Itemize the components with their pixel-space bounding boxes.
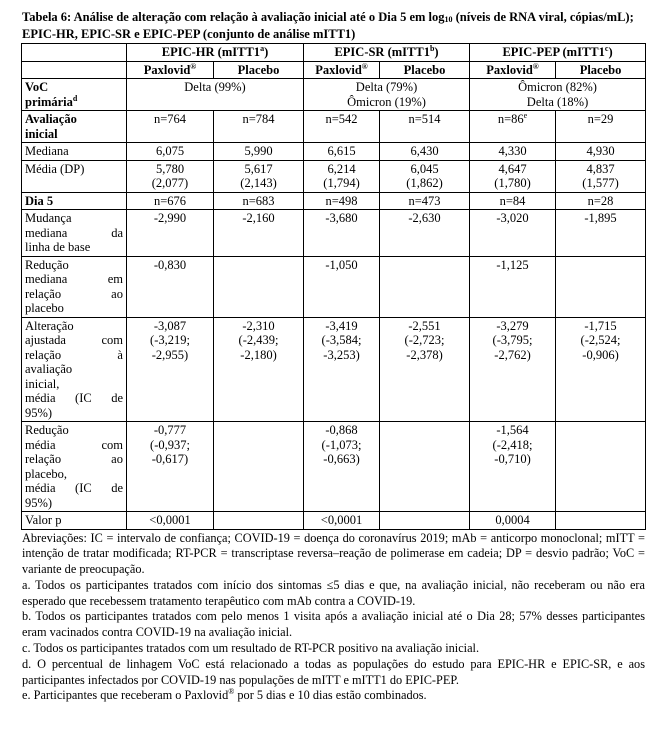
- study-header-pep: EPIC-PEP (mITT1$^c$): [470, 44, 646, 62]
- voc-hr: Delta (99%): [127, 79, 304, 111]
- mean-value: 5,780 (2,077): [127, 160, 214, 192]
- median-value: 4,930: [556, 143, 646, 161]
- median-change-value: -3,680: [304, 210, 380, 257]
- adjusted-change-value: -3,279 (-3,795; -2,762): [470, 317, 556, 422]
- median-reduction-value: -1,125: [470, 256, 556, 317]
- empty-cell: [380, 422, 470, 512]
- arm-header-placebo: Placebo: [214, 61, 304, 79]
- study-header-row: [22, 44, 646, 62]
- arm-header-paxlovid: Paxlovid®: [127, 61, 214, 79]
- mean-reduction-label: Redução média com relação ao placebo, média (IC de 95%): [22, 422, 127, 512]
- adjusted-change-value: -2,310 (-2,439; -2,180): [214, 317, 304, 422]
- median-change-value: -2,160: [214, 210, 304, 257]
- day5-row: [22, 192, 646, 210]
- arm-header-paxlovid: Paxlovid®: [304, 61, 380, 79]
- median-reduction-value: -0,830: [127, 256, 214, 317]
- caption-text-cont: (níveis de RNA viral, cópias/mL); EPIC-HR, EPIC-SR e EPIC-PEP (conjunto de análise mITT1): [22, 10, 634, 41]
- mean-value: 4,837 (1,577): [556, 160, 646, 192]
- baseline-n: n=764: [127, 111, 214, 143]
- empty-cell: [214, 512, 304, 530]
- study-header-sr: EPIC-SR (mITT1$^b$): [304, 44, 470, 62]
- day5-n: n=676: [127, 192, 214, 210]
- adjusted-change-value: -1,715 (-2,524; -0,906): [556, 317, 646, 422]
- mean-reduction-value: -1,564 (-2,418; -0,710): [470, 422, 556, 512]
- median-change-value: -3,020: [470, 210, 556, 257]
- baseline-row: [22, 111, 646, 143]
- voc-row: [22, 79, 646, 111]
- footnote-e: e. Participantes que receberam o Paxlovid® por 5 dias e 10 dias estão combinados.: [22, 687, 427, 703]
- median-change-value: -2,990: [127, 210, 214, 257]
- results-table: [21, 43, 646, 530]
- empty-cell: [214, 422, 304, 512]
- voc-pep: Ômicron (82%) Delta (18%): [470, 79, 646, 111]
- footnote-a: a. Todos os participantes tratados com início dos sintomas ≤5 dias e que, na avaliação inicial, não receberam ou não era esperado que recebessem tratamento terapêutico com mAb contra a COVID-19.: [22, 577, 645, 608]
- pvalue-label: Valor p: [22, 512, 127, 530]
- mean-row: [22, 160, 646, 192]
- mean-value: 5,617 (2,143): [214, 160, 304, 192]
- median-reduction-value: -1,050: [304, 256, 380, 317]
- baseline-n: $n=86^e$: [470, 111, 556, 143]
- median-label: Mediana: [22, 143, 127, 161]
- median-row: [22, 143, 646, 161]
- table-footnotes: [21, 531, 645, 705]
- footnote-d: d. O percentual de linhagem VoC está relacionado a todas as populações do estudo para EPIC-HR e EPIC-SR, e aos participantes infectados por COVID-19 nas populações de mITT e mITT1 do EPIC-PEP.: [22, 656, 645, 687]
- median-value: 4,330: [470, 143, 556, 161]
- adjusted-change-label: Alteração ajustada com relação à avaliação inicial, média (IC de 95%): [22, 317, 127, 422]
- median-reduction-row: [22, 256, 646, 317]
- baseline-n: n=784: [214, 111, 304, 143]
- day5-n: n=84: [470, 192, 556, 210]
- pvalue-value: <0,0001: [127, 512, 214, 530]
- footnote-b: b. Todos os participantes tratados com pelo menos 1 visita após a avaliação inicial até o Dia 28; 57% desses participantes eram vacinados contra COVID-19 na avaliação inicial.: [22, 609, 645, 640]
- mean-label: Média (DP): [22, 160, 127, 192]
- mean-value: 6,214 (1,794): [304, 160, 380, 192]
- mean-value: 4,647 (1,780): [470, 160, 556, 192]
- mean-reduction-value: -0,777 (-0,937; -0,617): [127, 422, 214, 512]
- day5-label: Dia 5: [22, 192, 127, 210]
- mean-reduction-value: -0,868 (-1,073; -0,663): [304, 422, 380, 512]
- adjusted-change-value: -2,551 (-2,723; -2,378): [380, 317, 470, 422]
- corner-cell: [22, 44, 127, 62]
- empty-cell: [380, 512, 470, 530]
- day5-n: n=473: [380, 192, 470, 210]
- empty-cell: [556, 512, 646, 530]
- footnote-c: c. Todos os participantes tratados com um resultado de RT-PCR positivo na avaliação inicial.: [22, 641, 480, 656]
- median-change-label: Mudança mediana da linha de base: [22, 210, 127, 257]
- baseline-n: n=542: [304, 111, 380, 143]
- adjusted-change-value: -3,419 (-3,584; -3,253): [304, 317, 380, 422]
- empty-cell: [380, 256, 470, 317]
- caption-text: Tabela 6: Análise de alteração com relação à avaliação inicial até o Dia 5 em log: [22, 10, 445, 24]
- median-value: 6,075: [127, 143, 214, 161]
- study-header-hr: EPIC-HR (mITT1$^a$): [127, 44, 304, 62]
- arm-header-row: [22, 61, 646, 79]
- adjusted-change-value: -3,087 (-3,219; -2,955): [127, 317, 214, 422]
- caption-subscript: 10: [444, 15, 453, 24]
- baseline-n: n=29: [556, 111, 646, 143]
- median-reduction-label: Redução mediana em relação ao placebo: [22, 256, 127, 317]
- footnote-abbreviations: Abreviações: IC = intervalo de confiança; COVID-19 = doença do coronavírus 2019; mAb = anticorpo monoclonal; mITT = intenção de tratar modificada; RT-PCR = transcriptase reversa–reação de polimerase em cadeia; DP = desvio padrão; VoC = variante de preocupação.: [22, 530, 645, 577]
- median-value: 6,430: [380, 143, 470, 161]
- median-change-value: -1,895: [556, 210, 646, 257]
- pvalue-row: [22, 512, 646, 530]
- empty-cell: [556, 422, 646, 512]
- empty-cell: [556, 256, 646, 317]
- arm-header-placebo: Placebo: [556, 61, 646, 79]
- median-change-value: -2,630: [380, 210, 470, 257]
- day5-n: n=498: [304, 192, 380, 210]
- corner-cell: [22, 61, 127, 79]
- pvalue-value: 0,0004: [470, 512, 556, 530]
- median-change-row: [22, 210, 646, 257]
- voc-sr: Delta (79%) Ômicron (19%): [304, 79, 470, 111]
- baseline-n: n=514: [380, 111, 470, 143]
- mean-value: 6,045 (1,862): [380, 160, 470, 192]
- median-value: 6,615: [304, 143, 380, 161]
- mean-reduction-row: [22, 422, 646, 512]
- pvalue-value: <0,0001: [304, 512, 380, 530]
- voc-label: VoC primária$^d$: [22, 79, 127, 111]
- arm-header-placebo: Placebo: [380, 61, 470, 79]
- empty-cell: [214, 256, 304, 317]
- arm-header-paxlovid: Paxlovid®: [470, 61, 556, 79]
- baseline-label: Avaliação inicial: [22, 111, 127, 143]
- day5-n: n=683: [214, 192, 304, 210]
- median-value: 5,990: [214, 143, 304, 161]
- table-caption: [21, 10, 644, 42]
- day5-n: n=28: [556, 192, 646, 210]
- adjusted-change-row: [22, 317, 646, 422]
